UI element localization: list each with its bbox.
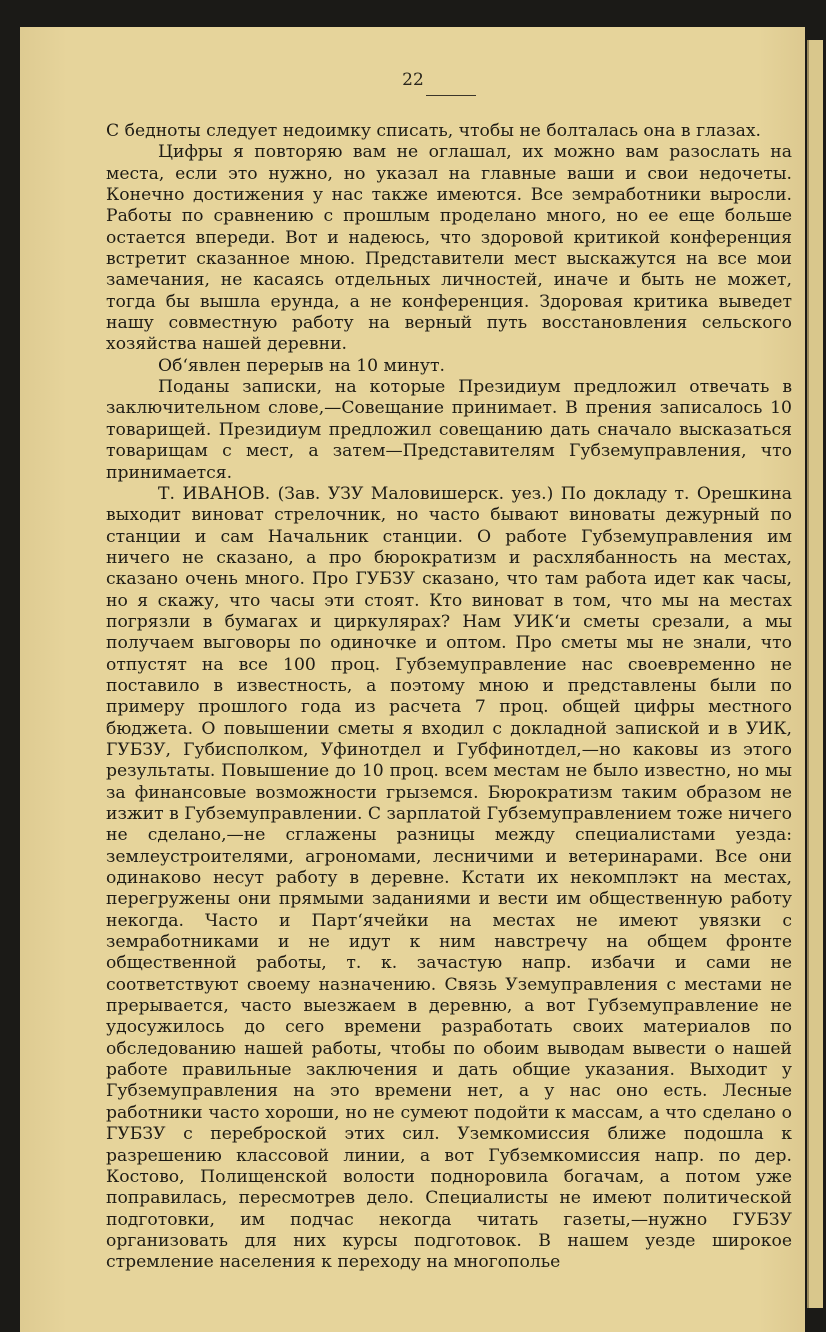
paragraph-2: Цифры я повторяю вам не оглашал, их можно вам разослать на места, если это нужно, но указал на главные ваши и свои недочеты. Конечно достижения у нас также имеются. Все земработники выросли. Работы по сравнению с прошлым проделано много, но ее еще больше остается впереди. Вот и надеюсь, что здоровой критикой конференция встретит сказанное мною. Представители мест выскажутся на все мои замечания, не касаясь отдельных личностей, иначе и быть не может, тогда бы вышла ерунда, а не конференция. Здоровая критика выведет нашу совместную работу на верный путь восстановления сельского хозяйства нашей деревни. <box>106 142 792 355</box>
page-number-rule <box>426 95 476 96</box>
paragraph-4: Поданы записки, на которые Президиум предложил отвечать в заключительном слове,—Совещание принимает. В прения записалось 10 товарищей. Президиум предложил совещанию дать сначало высказаться товарищам с мест, а затем—Представителям Губземуправления, что принимается. <box>106 377 792 483</box>
paragraph-5: Т. ИВАНОВ. (Зав. УЗУ Маловишерск. уез.) По докладу т. Орешкина выходит виноват стрелочник, но часто бывают виноваты дежурный по станции и сам Начальник станции. О работе Губземуправления им ничего не сказано, а про бюрократизм и расхлябанность на местах, сказано очень много. Про ГУБЗУ сказано, что там работа идет как часы, но я скажу, что часы эти стоят. Кто виноват в том, что мы на местах погрязли в бумагах и циркулярах? Нам УИК‘и сметы срезали, а мы получаем выговоры по одиночке и оптом. Про сметы мы не знали, что отпустят на все 100 проц. Губземуправление нас своевременно не поставило в известность, а поэтому мною и представлены были по примеру прошлого года из расчета 7 проц. общей цифры местного бюджета. О повышении сметы я входил с докладной запиской и в УИК, ГУБЗУ, Губисполком, Уфинотдел и Губфинотдел,—но каковы из этого результаты. Повышение до 10 проц. всем местам не было известно, но мы за финансовые возможности грыземся. Бюрократизм таким образом не изжит в Губземуправлении. С зарплатой Губземуправлением тоже ничего не сделано,—не сглажены разницы между специалистами уезда: землеустроителями, агрономами, лесничими и ветеринарами. Все они одинаково несут работу в деревне. Кстати их некомплэкт на местах, перегружены они прямыми заданиями и вести им общественную работу некогда. Часто и Парт‘ячейки на местах не имеют увязки с земработниками и не идут к ним навстречу на общем фронте общественной работы, т. к. зачастую напр. избачи и сами не соответствуют своему назначению. Связь Уземуправления с местами не прерывается, часто выезжаем в деревню, а вот Губземуправление не удосужилось до сего времени разработать своих материалов по обследованию нашей работы, чтобы по обоим выводам вывести о нашей работе правильные заключения и дать общие указания. Выходит у Губземуправления на это времени нет, а у нас оно есть. Лесные работники часто хороши, но не сумеют подойти к массам, а что сделано о ГУБЗУ с переброской этих сил. Уземкомиссия ближе подошла к разрешению классовой линии, а вот Губземкомиссия напр. по дер. Костово, Полищенской волости подноровила богачам, а потом уже поправилась, пересмотрев дело. Специалисты не имеют политической подготовки, им подчас некогда читать газеты,—нужно ГУБЗУ организовать для них курсы подготовок. В нашем уезде широкое стремление населения к переходу на многополье <box>106 483 792 1273</box>
paragraph-1: С бедноты следует недоимку списать, чтобы не болталась она в глазах. <box>106 121 762 141</box>
paragraph-3: Об‘явлен перерыв на 10 минут. <box>158 355 445 376</box>
page-number: 22 <box>402 70 424 90</box>
next-page-edge <box>807 40 823 1308</box>
body-text <box>106 121 792 1274</box>
